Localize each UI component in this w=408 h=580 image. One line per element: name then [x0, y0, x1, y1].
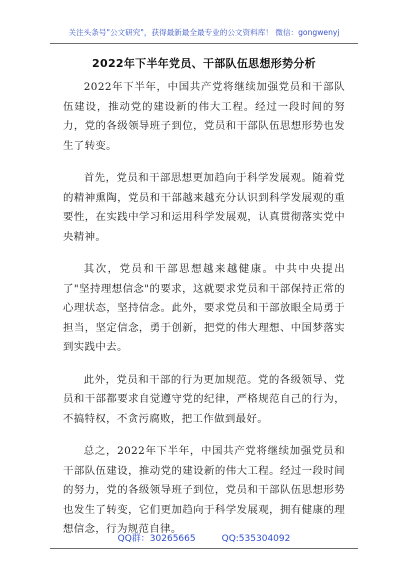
paragraph-conclusion: 总之，2022年下半年，中国共产党将继续加强党员和干部队伍建设，推动党的建设新的伟大工程。经过一段时间的努力，党的各级领导班子到位，党员和干部队伍思想形势也发生了转变，它们更加趋向于科学发展观，拥有健康的理想信念，行为规范自律。 [63, 445, 345, 535]
paragraph-third: 此外，党员和干部的行为更加规范。党的各级领导、党员和干部都要求自觉遵守党的纪律，严格规范自己的行为，不搞特权，不贪污腐败，把工作做到最好。 [63, 373, 345, 425]
header-notice: 关注头条号"公文研究"，获得最新最全最专业的公文资料库！ 微信：gongwenyj [68, 28, 340, 37]
footer-qq-group: QQ群：30265665 [117, 534, 196, 544]
paragraph-intro: 2022年下半年，中国共产党将继续加强党员和干部队伍建设，推动党的建设新的伟大工程。经过一段时间的努力，党的各级领导班子到位，党员和干部队伍思想形势也发生了转变。 [63, 81, 345, 152]
document-title: 2022年下半年党员、干部队伍思想形势分析 [92, 57, 316, 70]
header-divider [50, 43, 358, 44]
paragraph-second: 其次，党员和干部思想越来越健康。中共中央提出了"坚持理想信念"的要求，这就要求党员和干部保持正常的心理状态，坚持信念。此外，要求党员和干部放眼全局勇于担当，坚定信念，勇于创新，把党的伟大理想、中国梦落实到实践中去。 [63, 263, 345, 353]
footer-divider [50, 548, 358, 549]
footer-qq: QQ:535304092 [221, 534, 291, 544]
paragraph-first: 首先，党员和干部思想更加趋向于科学发展观。随着党的精神熏陶，党员和干部越来越充分认识到科学发展观的重要性，在实践中学习和运用科学发展观，认真贯彻落实党中央精神。 [63, 172, 345, 243]
footer-contact [0, 531, 408, 544]
document-body [63, 78, 345, 553]
